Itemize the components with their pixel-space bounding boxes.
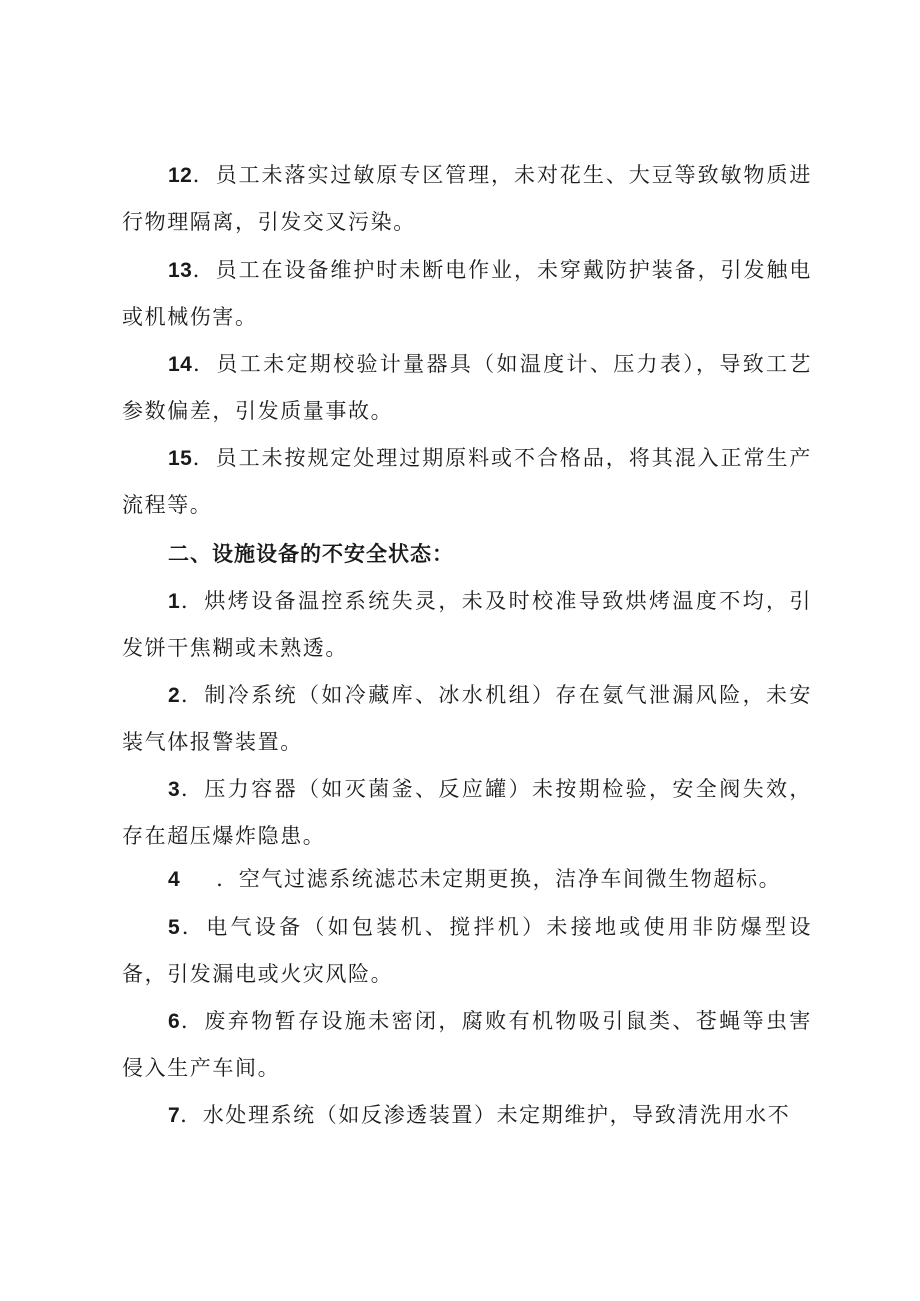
list-item-7	[122, 1092, 812, 1139]
item-text: ．员工未按规定处理过期原料或不合格品，将其混入正常生产流程等。	[122, 446, 812, 517]
item-number: 4	[168, 868, 181, 891]
item-text: ．电气设备（如包装机、搅拌机）未接地或使用非防爆型设备，引发漏电或火灾风险。	[122, 915, 812, 986]
list-item-13	[122, 247, 812, 341]
item-text: ．废弃物暂存设施未密闭，腐败有机物吸引鼠类、苍蝇等虫害侵入生产车间。	[122, 1009, 812, 1080]
item-number: 7	[168, 1104, 181, 1127]
list-item-3	[122, 766, 812, 860]
item-number: 1	[168, 590, 181, 613]
item-number: 6	[168, 1010, 181, 1033]
list-item-6	[122, 998, 812, 1092]
item-number: 3	[168, 778, 181, 801]
item-number: 2	[168, 684, 181, 707]
list-item-12	[122, 152, 812, 246]
list-item-14	[122, 341, 812, 435]
item-text: ．烘烤设备温控系统失灵，未及时校准导致烘烤温度不均，引发饼干焦糊或未熟透。	[122, 589, 812, 660]
item-number: 13	[168, 259, 193, 282]
section-heading: 二、设施设备的不安全状态：	[168, 542, 454, 566]
item-text: ．压力容器（如灭菌釜、反应罐）未按期检验，安全阀失效，存在超压爆炸隐患。	[122, 777, 812, 848]
item-number: 14	[168, 353, 193, 376]
list-item-1	[122, 578, 812, 672]
item-text: ．员工未落实过敏原专区管理，未对花生、大豆等致敏物质进行物理隔离，引发交叉污染。	[122, 163, 812, 234]
item-text: ．空气过滤系统滤芯未定期更换，洁净车间微生物超标。	[216, 867, 782, 891]
item-number: 5	[168, 916, 181, 939]
item-text: ．员工在设备维护时未断电作业，未穿戴防护装备，引发触电或机械伤害。	[122, 258, 812, 329]
item-number: 12	[168, 164, 193, 187]
item-text: ．制冷系统（如冷藏库、冰水机组）存在氨气泄漏风险，未安装气体报警装置。	[122, 683, 812, 754]
list-item-2	[122, 672, 812, 766]
item-text: ．水处理系统（如反渗透装置）未定期维护，导致清洗用水不	[180, 1103, 791, 1127]
list-item-5	[122, 904, 812, 998]
list-item-4	[122, 856, 812, 903]
item-number: 15	[168, 447, 193, 470]
item-text: ．员工未定期校验计量器具（如温度计、压力表），导致工艺参数偏差，引发质量事故。	[122, 352, 812, 423]
list-item-15	[122, 435, 812, 529]
